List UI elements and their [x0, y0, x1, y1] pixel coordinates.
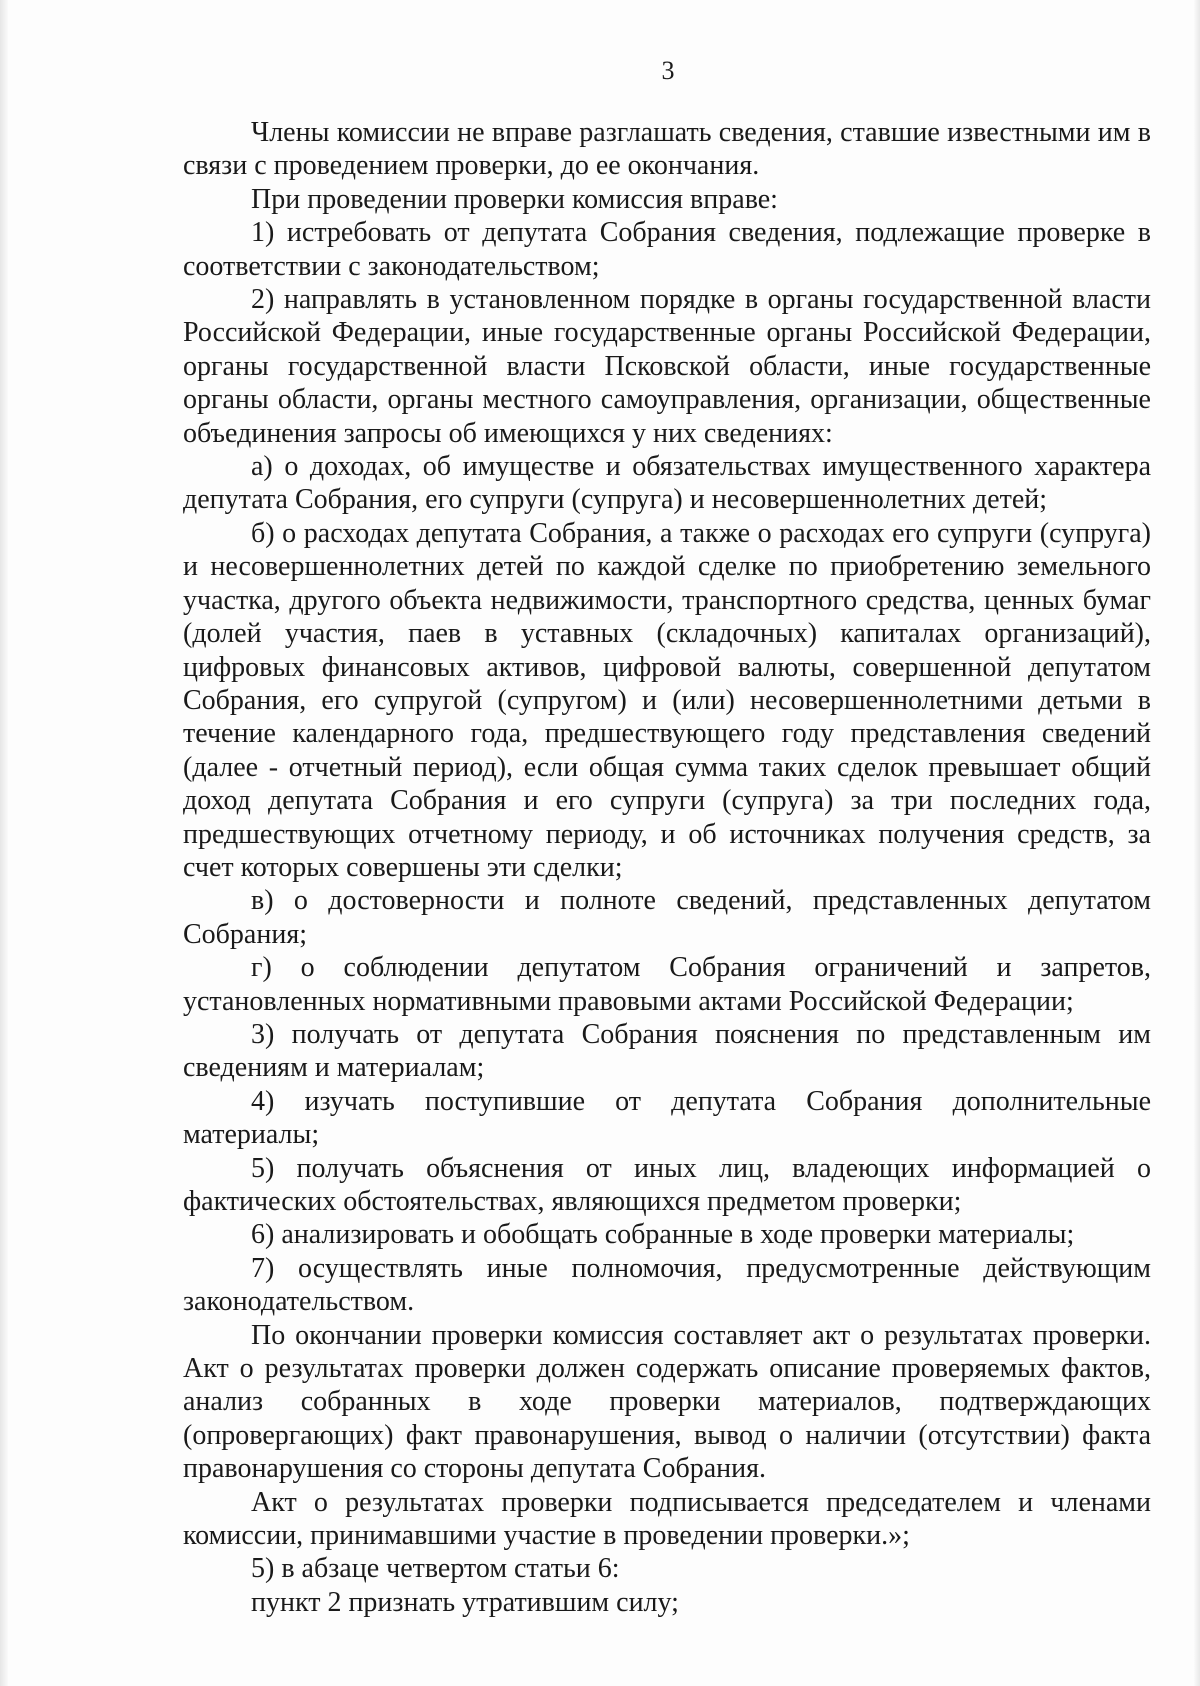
paragraph: По окончании проверки комиссия составляет акт о результатах проверки. Акт о результатах проверки должен содержать описание проверяемых фактов, анализ собранных в ходе проверки материалов, подтверждающих (опровергающих) факт правонарушения, вывод о наличии (отсутствии) факта правонарушения со стороны депутата Собрания. [183, 1319, 1151, 1485]
paragraph: в) о достоверности и полноте сведений, представленных депутатом Собрания; [183, 885, 1151, 950]
paragraph: 5) в абзаце четвертом статьи 6: [251, 1553, 620, 1585]
page-number: 3 [661, 56, 675, 85]
paragraph: 4) изучать поступившие от депутата Собрания дополнительные материалы; [183, 1085, 1151, 1151]
paragraph: а) о доходах, об имуществе и обязательствах имущественного характера депутата Собрания, его супруги (супруга) и несовершеннолетних детей; [183, 451, 1151, 516]
paragraph: 1) истребовать от депутата Собрания сведения, подлежащие проверке в соответствии с законодательством; [183, 217, 1151, 282]
document-body [183, 116, 1151, 1619]
paragraph: 5) получать объяснения от иных лиц, владеющих информацией о фактических обстоятельствах, являющихся предметом проверки; [183, 1152, 1151, 1217]
paragraph: 2) направлять в установленном порядке в органы государственной власти Российской Федерации, иные государственные органы Российской Федерации, органы государственной власти Псковской области, иные государственные органы области, органы местного самоуправления, организации, общественные объединения запросы об имеющихся у них сведениях: [183, 284, 1151, 449]
paragraph: 3) получать от депутата Собрания пояснения по представленным им сведениям и материалам; [183, 1018, 1151, 1084]
paragraph: 7) осуществлять иные полномочия, предусмотренные действующим законодательством. [183, 1252, 1151, 1318]
paragraph: При проведении проверки комиссия вправе: [251, 183, 778, 215]
paragraph: Акт о результатах проверки подписывается председателем и членами комиссии, принимавшими участие в проведении проверки.»; [183, 1486, 1151, 1552]
paragraph: пункт 2 признать утратившим силу; [251, 1586, 679, 1618]
paragraph: 6) анализировать и обобщать собранные в ходе проверки материалы; [251, 1219, 1075, 1251]
paragraph: Члены комиссии не вправе разглашать сведения, ставшие известными им в связи с проведением проверки, до ее окончания. [183, 117, 1151, 182]
paragraph: б) о расходах депутата Собрания, а также о расходах его супруги (супруга) и несовершеннолетних детей по каждой сделке по приобретению земельного участка, другого объекта недвижимости, транспортного средства, ценных бумаг (долей участия, паев в уставных (складочных) капиталах организаций), цифровых финансовых активов, цифровой валюты, совершенной депутатом Собрания, его супругой (супругом) и (или) несовершеннолетними детьми в течение календарного года, предшествующего году представления сведений (далее - отчетный период), если общая сумма таких сделок превышает общий доход депутата Собрания и его супруги (супруга) за три последних года, предшествующих отчетному периоду, и об источниках получения средств, за счет которых совершены эти сделки; [183, 517, 1151, 883]
scan-edge-right [1194, 0, 1200, 1686]
paragraph: г) о соблюдении депутатом Собрания ограничений и запретов, установленных нормативными правовыми актами Российской Федерации; [183, 952, 1151, 1017]
scan-edge-left [0, 0, 8, 1686]
